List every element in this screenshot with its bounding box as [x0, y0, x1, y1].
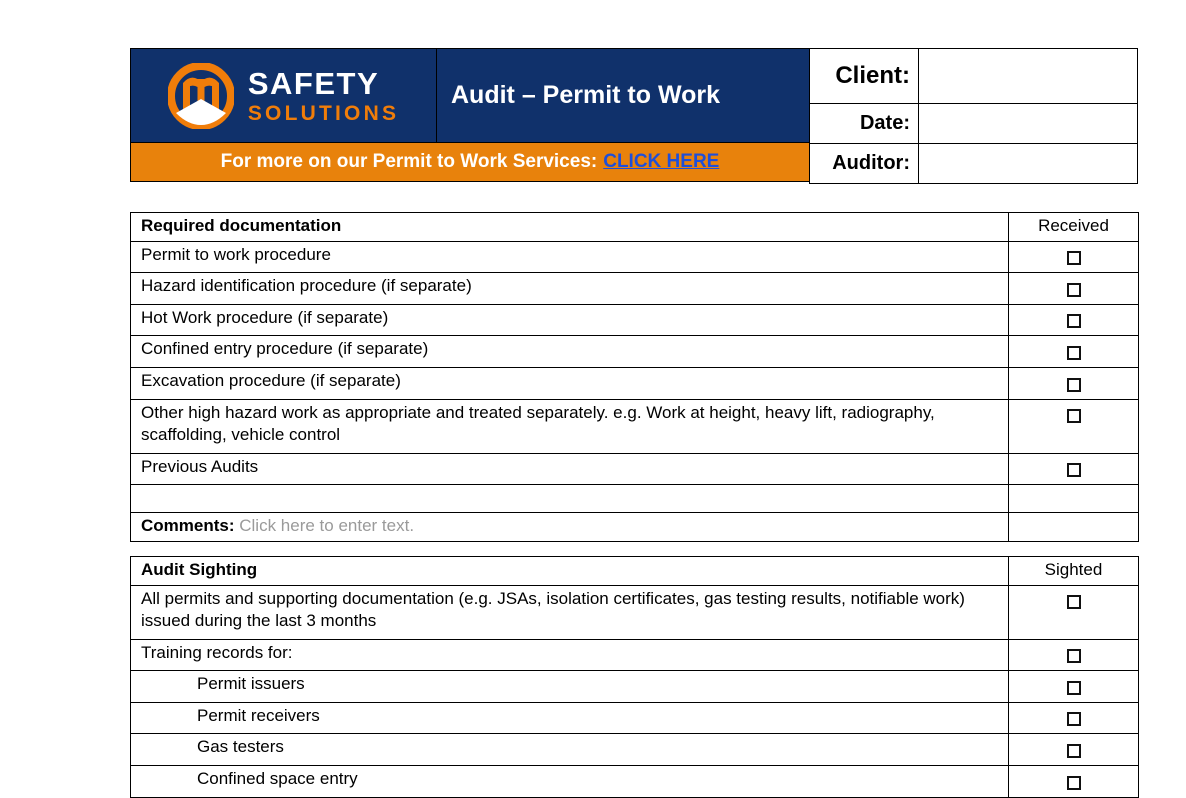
table-row — [131, 734, 1139, 766]
checkbox-icon[interactable] — [1067, 776, 1081, 790]
checkbox-icon[interactable] — [1067, 314, 1081, 328]
row-label: Other high hazard work as appropriate and treated separately. e.g. Work at height, heavy lift, radiography, scaffolding, vehicle control — [131, 399, 1009, 453]
client-field-label: Client: — [810, 49, 919, 103]
checkbox-icon[interactable] — [1067, 346, 1081, 360]
table-row-blank — [131, 485, 1139, 513]
sighting-table-body — [131, 557, 1139, 798]
audit-title: Audit – Permit to Work — [451, 81, 721, 109]
checkbox-icon[interactable] — [1067, 378, 1081, 392]
brand-line-2: SOLUTIONS — [247, 101, 400, 125]
comments-blank-cell — [1009, 513, 1139, 542]
auditor-field-row — [809, 144, 1138, 184]
row-label: Permit issuers — [131, 671, 1009, 703]
row-label: Excavation procedure (if separate) — [131, 368, 1009, 400]
brand-line-1: SAFETY — [247, 65, 380, 101]
checkbox-icon[interactable] — [1067, 251, 1081, 265]
comments-placeholder[interactable]: Click here to enter text. — [239, 516, 415, 536]
table-row — [131, 304, 1139, 336]
date-field-row — [809, 104, 1138, 144]
table-row — [131, 453, 1139, 485]
audit-title-cell — [437, 49, 809, 142]
client-field-value[interactable] — [919, 49, 1137, 103]
client-field-row — [809, 48, 1138, 104]
audit-sighting-table — [130, 556, 1139, 798]
row-label: Confined space entry — [131, 766, 1009, 798]
row-label: Training records for: — [131, 639, 1009, 671]
checkbox-icon[interactable] — [1067, 409, 1081, 423]
row-label: Confined entry procedure (if separate) — [131, 336, 1009, 368]
required-documentation-table — [130, 212, 1139, 542]
checkbox-icon[interactable] — [1067, 649, 1081, 663]
table-row — [131, 336, 1139, 368]
row-checkbox-cell[interactable] — [1009, 399, 1139, 453]
checkbox-icon[interactable] — [1067, 283, 1081, 297]
brand-wordmark — [247, 65, 400, 125]
row-label: Previous Audits — [131, 453, 1009, 485]
safety-solutions-shield-icon — [168, 63, 234, 129]
comments-cell[interactable] — [131, 513, 1009, 542]
row-checkbox-cell[interactable] — [1009, 368, 1139, 400]
table-row — [131, 585, 1139, 639]
checkbox-icon[interactable] — [1067, 595, 1081, 609]
checkbox-icon[interactable] — [1067, 681, 1081, 695]
row-label: Gas testers — [131, 734, 1009, 766]
click-here-link[interactable]: CLICK HERE — [603, 151, 720, 172]
promo-text: For more on our Permit to Work Services: — [220, 151, 598, 172]
table-row — [131, 368, 1139, 400]
table-row — [131, 273, 1139, 305]
documentation-header-label: Required documentation — [131, 213, 1009, 242]
table-row — [131, 241, 1139, 273]
row-checkbox-cell[interactable] — [1009, 702, 1139, 734]
row-checkbox-cell[interactable] — [1009, 241, 1139, 273]
row-blank-cell — [1009, 485, 1139, 513]
row-checkbox-cell[interactable] — [1009, 585, 1139, 639]
row-checkbox-cell[interactable] — [1009, 304, 1139, 336]
row-label: All permits and supporting documentation (e.g. JSAs, isolation certificates, gas testing results, notifiable work) issued during the last 3 months — [131, 585, 1009, 639]
date-field-label: Date: — [810, 104, 919, 143]
sighted-header-label: Sighted — [1009, 557, 1139, 586]
table-row — [131, 766, 1139, 798]
row-checkbox-cell[interactable] — [1009, 734, 1139, 766]
checkbox-icon[interactable] — [1067, 744, 1081, 758]
brand-logo-cell — [131, 49, 437, 142]
documentation-table-body — [131, 213, 1139, 542]
checkbox-icon[interactable] — [1067, 712, 1081, 726]
table-row — [131, 639, 1139, 671]
auditor-field-label: Auditor: — [810, 144, 919, 183]
row-checkbox-cell[interactable] — [1009, 453, 1139, 485]
row-checkbox-cell[interactable] — [1009, 766, 1139, 798]
comments-label: Comments: — [141, 516, 235, 536]
received-header-label: Received — [1009, 213, 1139, 242]
comments-row — [131, 513, 1139, 542]
checkbox-icon[interactable] — [1067, 463, 1081, 477]
row-checkbox-cell[interactable] — [1009, 273, 1139, 305]
brand-bar — [130, 48, 809, 143]
promo-banner — [130, 143, 809, 182]
sighting-header-label: Audit Sighting — [131, 557, 1009, 586]
table-row — [131, 399, 1139, 453]
row-label — [131, 485, 1009, 513]
header-left-block — [130, 48, 809, 182]
auditor-field-value[interactable] — [919, 144, 1137, 183]
row-label: Hot Work procedure (if separate) — [131, 304, 1009, 336]
header-fields-block — [809, 48, 1138, 184]
row-checkbox-cell[interactable] — [1009, 639, 1139, 671]
row-label: Permit receivers — [131, 702, 1009, 734]
row-label: Hazard identification procedure (if separate) — [131, 273, 1009, 305]
row-label: Permit to work procedure — [131, 241, 1009, 273]
date-field-value[interactable] — [919, 104, 1137, 143]
table-header-row — [131, 213, 1139, 242]
row-checkbox-cell[interactable] — [1009, 671, 1139, 703]
table-row — [131, 671, 1139, 703]
table-header-row — [131, 557, 1139, 586]
row-checkbox-cell[interactable] — [1009, 336, 1139, 368]
document-header — [130, 48, 1138, 184]
table-row — [131, 702, 1139, 734]
